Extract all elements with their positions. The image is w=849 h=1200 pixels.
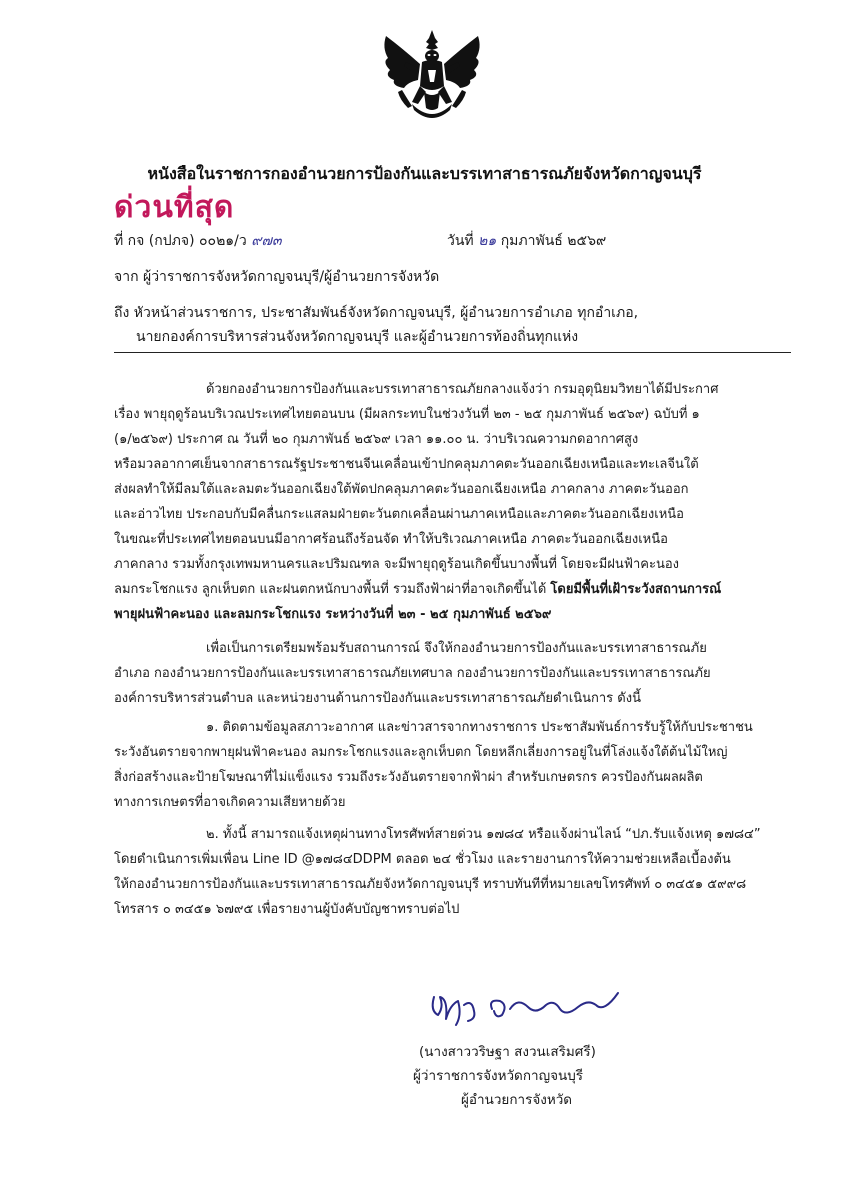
- paragraph-1-line-text: ลมกระโชกแรง ลูกเห็บตก และฝนตกหนักบางพื้นที่ รวมถึงฟ้าผ่าที่อาจเกิดขึ้นได้: [114, 582, 547, 597]
- item-2-line: โทรสาร ๐ ๓๔๕๑ ๖๗๙๕ เพื่อรายงานผู้บังคับบัญชาทราบต่อไป: [114, 902, 460, 917]
- paragraph-2-line: องค์การบริหารส่วนตำบล และหน่วยงานด้านการป้องกันและบรรเทาสาธารณภัยดำเนินการ ดังนี้: [114, 691, 641, 706]
- header-divider: [114, 352, 791, 353]
- reference-label: ที่ กจ (กปภจ) ๐๐๒๑/ว: [114, 233, 247, 249]
- signatory-name: (นางสาววริษฐา สงวนเสริมศรี): [419, 1044, 596, 1060]
- paragraph-1-line: (๑/๒๕๖๙) ประกาศ ณ วันที่ ๒๐ กุมภาพันธ์ ๒๕๖๙ เวลา ๑๑.๐๐ น. ว่าบริเวณความกดอากาศสูง: [114, 432, 639, 447]
- paragraph-1-line: หรือมวลอากาศเย็นจากสาธารณรัฐประชาชนจีนเคลื่อนเข้าปกคลุมภาคตะวันออกเฉียงเหนือและทะเลจีนใต้: [114, 457, 699, 472]
- paragraph-1-line: ภาคกลาง รวมทั้งกรุงเทพมหานครและปริมณฑล จะมีพายุฤดูร้อนเกิดขึ้นบางพื้นที่ โดยจะมีฝนฟ้าคะนอง: [114, 557, 679, 572]
- reference-handwritten: ๙๗๓: [251, 233, 282, 249]
- signatory-position-2: ผู้อำนวยการจังหวัด: [461, 1092, 573, 1108]
- paragraph-1-line: ด้วยกองอำนวยการป้องกันและบรรเทาสาธารณภัยกลางแจ้งว่า กรมอุตุนิยมวิทยาได้มีประกาศ: [206, 382, 719, 397]
- garuda-emblem-icon: [372, 28, 492, 126]
- handwritten-signature: [428, 985, 628, 1033]
- warning-highlight: โดยมีพื้นที่เฝ้าระวังสถานการณ์: [550, 582, 722, 597]
- to-line-1: ถึง หัวหน้าส่วนราชการ, ประชาสัมพันธ์จังหวัดกาญจนบุรี, ผู้อำนวยการอำเภอ ทุกอำเภอ,: [114, 305, 639, 321]
- to-line-2: นายกองค์การบริหารส่วนจังหวัดกาญจนบุรี และผู้อำนวยการท้องถิ่นทุกแห่ง: [136, 329, 579, 345]
- paragraph-1-line: ส่งผลทำให้มีลมใต้และลมตะวันออกเฉียงใต้พัดปกคลุมภาคตะวันออกเฉียงเหนือ ภาคกลาง ภาคตะวันออก: [114, 482, 689, 497]
- paragraph-1-line: [114, 578, 798, 599]
- paragraph-1-line-bold: พายุฝนฟ้าคะนอง และลมกระโชกแรง ระหว่างวันที่ ๒๓ - ๒๕ กุมภาพันธ์ ๒๕๖๙: [114, 607, 552, 622]
- paragraph-2-line: อำเภอ กองอำนวยการป้องกันและบรรเทาสาธารณภัยเทศบาล กองอำนวยการป้องกันและบรรเทาสาธารณภัย: [114, 666, 711, 681]
- item-1-line: ระวังอันตรายจากพายุฝนฟ้าคะนอง ลมกระโชกแรงและลูกเห็บตก โดยหลีกเลี่ยงการอยู่ในที่โล่งแจ้งใต้ต้นไม้ใหญ่: [114, 745, 728, 760]
- date-day-handwritten: ๒๑: [478, 233, 497, 249]
- reference-number: [114, 230, 282, 252]
- from-line: จาก ผู้ว่าราชการจังหวัดกาญจนบุรี/ผู้อำนวยการจังหวัด: [114, 269, 440, 285]
- item-1-line: สิ่งก่อสร้างและป้ายโฆษณาที่ไม่แข็งแรง รวมถึงระวังอันตรายจากฟ้าผ่า สำหรับเกษตรกร ควรป้องกันผลผลิต: [114, 770, 703, 785]
- item-2-line: ๒. ทั้งนี้ สามารถแจ้งเหตุผ่านทางโทรศัพท์สายด่วน ๑๗๘๔ หรือแจ้งผ่านไลน์ “ปภ.รับแจ้งเหตุ ๑๗๘๔”: [206, 827, 761, 842]
- item-1-line: ๑. ติดตามข้อมูลสภาวะอากาศ และข่าวสารจากทางราชการ ประชาสัมพันธ์การรับรู้ให้กับประชาชน: [206, 720, 753, 735]
- paragraph-1-line: และอ่าวไทย ประกอบกับมีคลื่นกระแสลมฝ่ายตะวันตกเคลื่อนผ่านภาคเหนือและภาคตะวันออกเฉียงเหนือ: [114, 507, 684, 522]
- paragraph-1-line: เรื่อง พายุฤดูร้อนบริเวณประเทศไทยตอนบน (มีผลกระทบในช่วงวันที่ ๒๓ - ๒๕ กุมภาพันธ์ ๒๕๖๙) ฉบับที่ ๑: [114, 407, 700, 422]
- item-2-line: โดยดำเนินการเพิ่มเพื่อน Line ID @๑๗๘๔DDPM ตลอด ๒๔ ชั่วโมง และรายงานการให้ความช่วยเหลือเบื้องต้น: [114, 852, 731, 867]
- item-2-line: ให้กองอำนวยการป้องกันและบรรเทาสาธารณภัยจังหวัดกาญจนบุรี ทราบทันทีที่หมายเลขโทรศัพท์ ๐ ๓๔๕๑ ๕๙๙๘: [114, 877, 747, 892]
- document-title: หนังสือในราชการกองอำนวยการป้องกันและบรรเทาสาธารณภัยจังหวัดกาญจนบุรี: [147, 164, 702, 183]
- signatory-position-1: ผู้ว่าราชการจังหวัดกาญจนบุรี: [413, 1068, 584, 1084]
- document-date: [447, 230, 606, 252]
- date-label: วันที่: [447, 233, 474, 249]
- date-month-year: กุมภาพันธ์ ๒๕๖๙: [500, 233, 607, 249]
- urgency-stamp: ด่วนที่สุด: [114, 190, 235, 225]
- item-1-line: ทางการเกษตรที่อาจเกิดความเสียหายด้วย: [114, 795, 346, 810]
- paragraph-1-line: ในขณะที่ประเทศไทยตอนบนมีอากาศร้อนถึงร้อนจัด ทำให้บริเวณภาคเหนือ ภาคตะวันออกเฉียงเหนือ: [114, 532, 668, 547]
- paragraph-2-line: เพื่อเป็นการเตรียมพร้อมรับสถานการณ์ จึงให้กองอำนวยการป้องกันและบรรเทาสาธารณภัย: [206, 641, 707, 656]
